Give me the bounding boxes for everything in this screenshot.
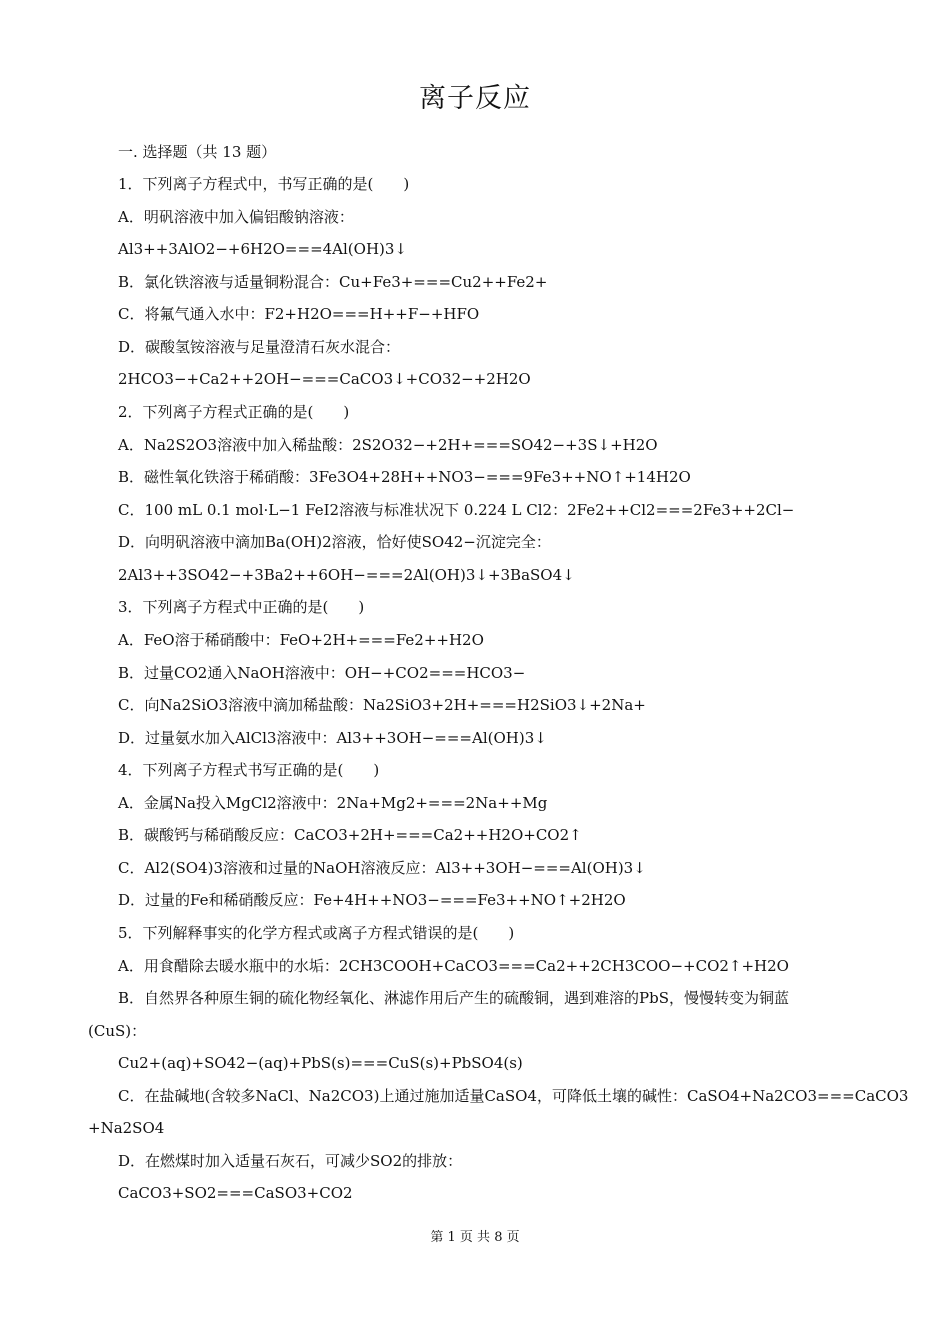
question-1-option-d-equation: 2HCO3−+Ca2++2OH−===CaCO3↓+CO32−+2H2O — [118, 370, 531, 388]
question-5-stem: 5．下列解释事实的化学方程式或离子方程式错误的是( ) — [118, 924, 515, 942]
page-footer: 第 1 页 共 8 页 — [430, 1230, 520, 1245]
question-3-option-b: B．过量CO2通入NaOH溶液中：OH−+CO2===HCO3− — [118, 664, 526, 682]
question-4-option-c: C．Al2(SO4)3溶液和过量的NaOH溶液反应：Al3++3OH−===Al(OH)3↓ — [118, 859, 646, 877]
question-2-option-d: D．向明矾溶液中滴加Ba(OH)2溶液，恰好使SO42−沉淀完全： — [118, 533, 551, 551]
question-1-option-b: B．氯化铁溶液与适量铜粉混合：Cu+Fe3+===Cu2++Fe2+ — [118, 273, 548, 291]
question-2-option-a: A．Na2S2O3溶液中加入稀盐酸：2S2O32−+2H+===SO42−+3S↓+H2O — [118, 436, 658, 454]
section-heading: 一. 选择题（共 13 题） — [118, 143, 277, 161]
question-1-stem: 1．下列离子方程式中，书写正确的是( ) — [118, 175, 410, 193]
question-1-option-a-equation: Al3++3AlO2−+6H2O===4Al(OH)3↓ — [118, 240, 407, 258]
question-5-option-d-equation: CaCO3+SO2===CaSO3+CO2 — [118, 1184, 353, 1202]
question-4-option-a: A．金属Na投入MgCl2溶液中：2Na+Mg2+===2Na++Mg — [118, 794, 548, 812]
question-1-option-c: C．将氟气通入水中：F2+H2O===H++F−+HFO — [118, 305, 480, 323]
question-3-option-c: C．向Na2SiO3溶液中滴加稀盐酸：Na2SiO3+2H+===H2SiO3↓+2Na+ — [118, 696, 646, 714]
question-2-option-c: C．100 mL 0.1 mol·L−1 FeI2溶液与标准状况下 0.224 L Cl2：2Fe2++Cl2===2Fe3++2Cl− — [118, 501, 795, 519]
document-title: 离子反应 — [419, 83, 531, 114]
question-5-option-b-line-2: (CuS)： — [88, 1022, 147, 1040]
question-5-option-b-equation: Cu2+(aq)+SO42−(aq)+PbS(s)===CuS(s)+PbSO4(s) — [118, 1054, 523, 1072]
question-5-option-d: D．在燃煤时加入适量石灰石，可减少SO2的排放： — [118, 1152, 463, 1170]
question-4-option-b: B．碳酸钙与稀硝酸反应：CaCO3+2H+===Ca2++H2O+CO2↑ — [118, 826, 582, 844]
question-1-option-a: A．明矾溶液中加入偏铝酸钠溶液： — [118, 208, 354, 226]
question-5-option-b-line-1: B．自然界各种原生铜的硫化物经氧化、淋滤作用后产生的硫酸铜，遇到难溶的PbS，慢慢转变为铜蓝 — [118, 989, 789, 1007]
question-3-stem: 3．下列离子方程式中正确的是( ) — [118, 598, 365, 616]
question-4-option-d: D．过量的Fe和稀硝酸反应：Fe+4H++NO3−===Fe3++NO↑+2H2O — [118, 891, 626, 909]
question-4-stem: 4．下列离子方程式书写正确的是( ) — [118, 761, 380, 779]
question-2-option-b: B．磁性氧化铁溶于稀硝酸：3Fe3O4+28H++NO3−===9Fe3++NO↑+14H2O — [118, 468, 691, 486]
question-2-stem: 2．下列离子方程式正确的是( ) — [118, 403, 350, 421]
question-3-option-a: A．FeO溶于稀硝酸中：FeO+2H+===Fe2++H2O — [118, 631, 484, 649]
question-5-option-c-line-2: +Na2SO4 — [88, 1119, 165, 1137]
question-5-option-c-line-1: C．在盐碱地(含较多NaCl、Na2CO3)上通过施加适量CaSO4，可降低土壤的碱性：CaSO4+Na2CO3===CaCO3 — [118, 1087, 909, 1105]
question-1-option-d: D．碳酸氢铵溶液与足量澄清石灰水混合： — [118, 338, 401, 356]
question-3-option-d: D．过量氨水加入AlCl3溶液中：Al3++3OH−===Al(OH)3↓ — [118, 729, 547, 747]
question-5-option-a: A．用食醋除去暖水瓶中的水垢：2CH3COOH+CaCO3===Ca2++2CH3COO−+CO2↑+H2O — [118, 957, 789, 975]
question-2-option-d-equation: 2Al3++3SO42−+3Ba2++6OH−===2Al(OH)3↓+3BaSO4↓ — [118, 566, 575, 584]
